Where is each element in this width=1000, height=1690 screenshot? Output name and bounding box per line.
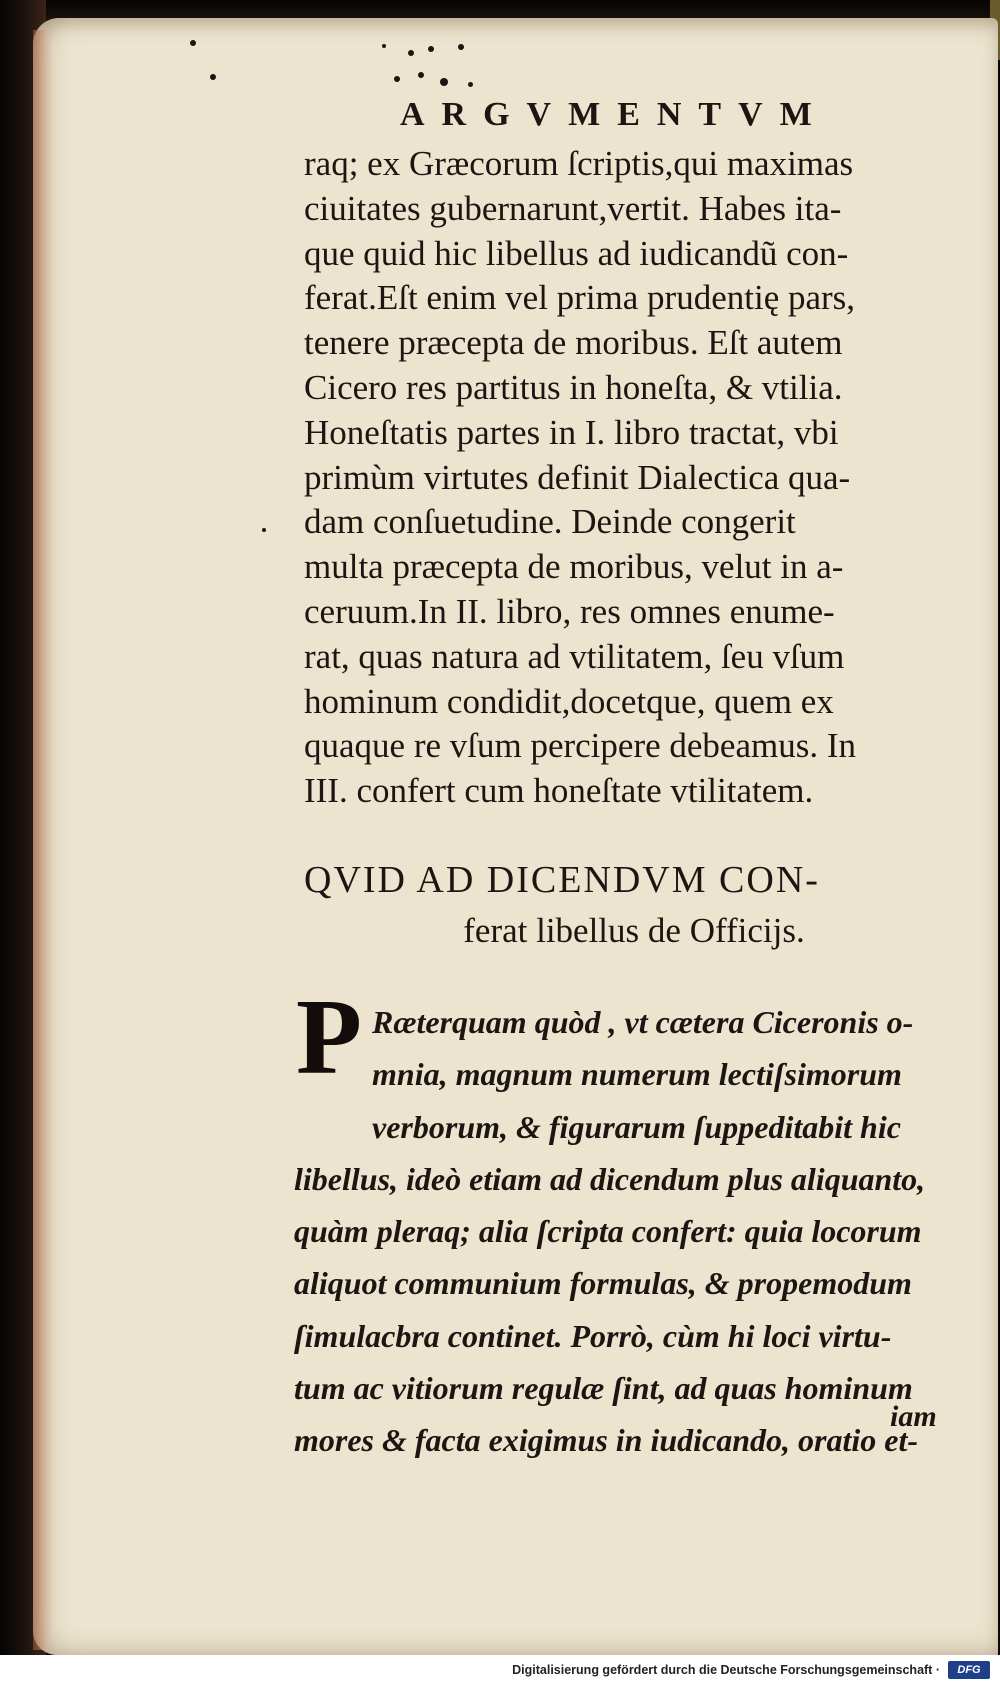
body-line: primùm virtutes definit Dialectica qua- — [304, 457, 851, 497]
body-line: rat, quas natura ad vtilitatem, ſeu vſum — [304, 636, 845, 676]
body-line: ferat.Eſt enim vel prima prudentię pars, — [304, 278, 856, 318]
footer-credit: Digitalisierung gefördert durch die Deutsche Forschungsgemeinschaft · — [512, 1663, 940, 1677]
italic-paragraph — [294, 996, 952, 1467]
italic-line: mnia, magnum numerum lectiſsimorum — [372, 1056, 902, 1093]
italic-line: aliquot communium formulas, & propemodum — [294, 1265, 912, 1302]
catchword: iam — [890, 1400, 937, 1433]
body-line: ciuitates gubernarunt,vertit. Habes ita- — [304, 188, 842, 228]
body-line: ceruum.In II. libro, res omnes enume- — [304, 591, 835, 631]
body-line: tenere præcepta de moribus. Eſt autem — [304, 323, 843, 363]
italic-line: libellus, ideò etiam ad dicendum plus aliquanto, — [294, 1160, 926, 1197]
body-line: Honeſtatis partes in I. libro tractat, vbi — [304, 412, 839, 452]
body-line: dam conſuetudine. Deinde congerit — [304, 502, 796, 542]
body-line: raq; ex Græcorum ſcriptis,qui maximas — [304, 144, 854, 183]
section-heading-line-2: ferat libellus de Officijs. — [463, 911, 805, 950]
body-line: que quid hic libellus ad iudicandũ con- — [304, 233, 849, 273]
italic-line: verborum, & figurarum ſuppeditabit hic — [372, 1108, 901, 1145]
italic-line: mores & facta exigimus in iudicando, oratio et- — [294, 1422, 919, 1459]
section-heading — [304, 858, 964, 956]
section-heading-line-1: QVID AD DICENDVM CON- — [304, 859, 820, 901]
body-paragraph — [304, 142, 964, 814]
body-line: hominum condidit,docetque, quem ex — [304, 681, 834, 721]
drop-cap: P — [296, 978, 362, 1097]
italic-line: quàm pleraq; alia ſcripta confert: quia locorum — [294, 1213, 922, 1250]
italic-line: tum ac vitiorum regulæ ſint, ad quas hominum — [294, 1370, 913, 1407]
digitization-footer — [0, 1655, 1000, 1690]
dfg-logo[interactable]: DFG — [948, 1661, 990, 1679]
body-line: quaque re vſum percipere debeamus. In — [304, 726, 856, 766]
body-line: Cicero res partitus in honeſta, & vtilia. — [304, 367, 843, 407]
page-gutter-stain — [33, 30, 53, 1650]
body-line: III. confert cum honeſtate vtilitatem. — [304, 771, 814, 811]
running-head: ARGVMENTVM — [400, 96, 829, 133]
italic-line: ſimulacbra continet. Porrò, cùm hi loci virtu- — [294, 1317, 892, 1354]
italic-line: Ræterquam quòd , vt cætera Ciceronis o- — [372, 1004, 914, 1040]
body-line: multa præcepta de moribus, velut in a- — [304, 547, 844, 587]
